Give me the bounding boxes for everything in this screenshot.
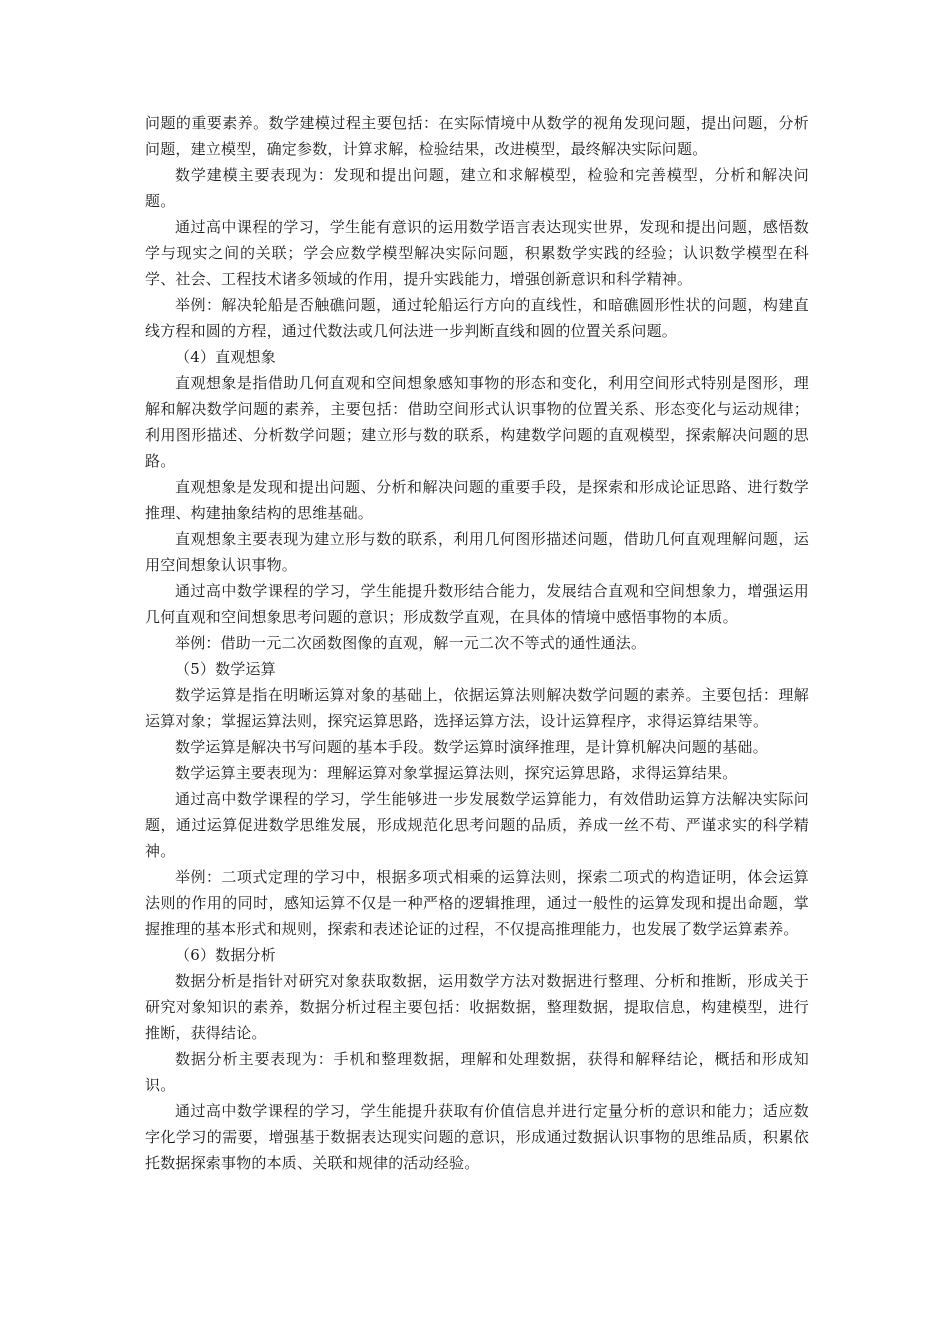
paragraph-data-learning: 通过高中数学课程的学习，学生能提升获取有价值信息并进行定量分析的意识和能力；适应数字化学习的需要，增强基于数据表达现实问题的意识，形成通过数据认识事物的思维品质，积累依托数据探索事物的本质、关联和规律的活动经验。 bbox=[145, 1102, 809, 1172]
paragraph-modeling-learning: 通过高中课程的学习，学生能有意识的运用数学语言表达现实世界，发现和提出问题，感悟数学与现实之间的关联；学会应数学模型解决实际问题，积累数学实践的经验；认识数学模型在科学、社会、工程技术诸多领域的作用，提升实践能力，增强创新意识和科学精神。 bbox=[145, 218, 809, 288]
paragraph-imagination-example: 举例：借助一元二次函数图像的直观，解一元二次不等式的通性通法。 bbox=[175, 634, 647, 652]
paragraph-modeling-intro: 问题的重要素养。数学建模过程主要包括：在实际情境中从数学的视角发现问题，提出问题，分析问题，建立模型，确定参数，计算求解，检验结果，改进模型，最终解决实际问题。 bbox=[145, 114, 809, 158]
paragraph-operation-definition: 数学运算是指在明晰运算对象的基础上，依据运算法则解决数学问题的素养。主要包括：理解运算对象；掌握运算法则，探究运算思路，选择运算方法，设计运算程序，求得运算结果等。 bbox=[145, 686, 809, 730]
paragraph-imagination-learning: 通过高中数学课程的学习，学生能提升数形结合能力，发展结合直观和空间想象力，增强运用几何直观和空间想象思考问题的意识；形成数学直观，在具体的情境中感悟事物的本质。 bbox=[145, 582, 809, 626]
paragraph-modeling-performance: 数学建模主要表现为：发现和提出问题，建立和求解模型，检验和完善模型，分析和解决问题。 bbox=[145, 166, 809, 210]
paragraph-data-performance: 数据分析主要表现为：手机和整理数据，理解和处理数据，获得和解释结论，概括和形成知识。 bbox=[145, 1050, 809, 1094]
paragraph-operation-example: 举例：二项式定理的学习中，根据多项式相乘的运算法则，探索二项式的构造证明，体会运算法则的作用的同时，感知运算不仅是一种严格的逻辑推理，通过一般性的运算发现和提出命题，掌握推理的基本形式和规则，探索和表述论证的过程，不仅提高推理能力，也发展了数学运算素养。 bbox=[145, 868, 809, 938]
paragraph-modeling-example: 举例：解决轮船是否触礁问题，通过轮船运行方向的直线性，和暗礁圆形性状的问题，构建直线方程和圆的方程，通过代数法或几何法进一步判断直线和圆的位置关系问题。 bbox=[145, 296, 809, 340]
paragraph-operation-learning: 通过高中数学课程的学习，学生能够进一步发展数学运算能力，有效借助运算方法解决实际问题，通过运算促进数学思维发展，形成规范化思考问题的品质，养成一丝不苟、严谨求实的科学精神。 bbox=[145, 790, 809, 860]
section-heading-data-analysis: （6）数据分析 bbox=[175, 946, 276, 964]
section-heading-math-operation: （5）数学运算 bbox=[175, 660, 276, 678]
paragraph-data-definition: 数据分析是指针对研究对象获取数据，运用数学方法对数据进行整理、分析和推断，形成关于研究对象知识的素养，数据分析过程主要包括：收据数据，整理数据，提取信息，构建模型，进行推断，获得结论。 bbox=[145, 972, 809, 1042]
document-page bbox=[145, 110, 809, 1176]
section-heading-intuitive-imagination: （4）直观想象 bbox=[175, 348, 276, 366]
paragraph-imagination-definition: 直观想象是指借助几何直观和空间想象感知事物的形态和变化，利用空间形式特别是图形，理解和解决数学问题的素养，主要包括：借助空间形式认识事物的位置关系、形态变化与运动规律；利用图形描述、分析数学问题；建立形与数的联系，构建数学问题的直观模型，探索解决问题的思路。 bbox=[145, 374, 809, 470]
paragraph-operation-performance: 数学运算主要表现为：理解运算对象掌握运算法则，探究运算思路，求得运算结果。 bbox=[175, 764, 738, 782]
paragraph-imagination-performance: 直观想象主要表现为建立形与数的联系，利用几何图形描述问题，借助几何直观理解问题，运用空间想象认识事物。 bbox=[145, 530, 809, 574]
paragraph-imagination-importance: 直观想象是发现和提出问题、分析和解决问题的重要手段，是探索和形成论证思路、进行数学推理、构建抽象结构的思维基础。 bbox=[145, 478, 809, 522]
paragraph-operation-importance: 数学运算是解决书写问题的基本手段。数学运算时演绎推理，是计算机解决问题的基础。 bbox=[175, 738, 768, 756]
